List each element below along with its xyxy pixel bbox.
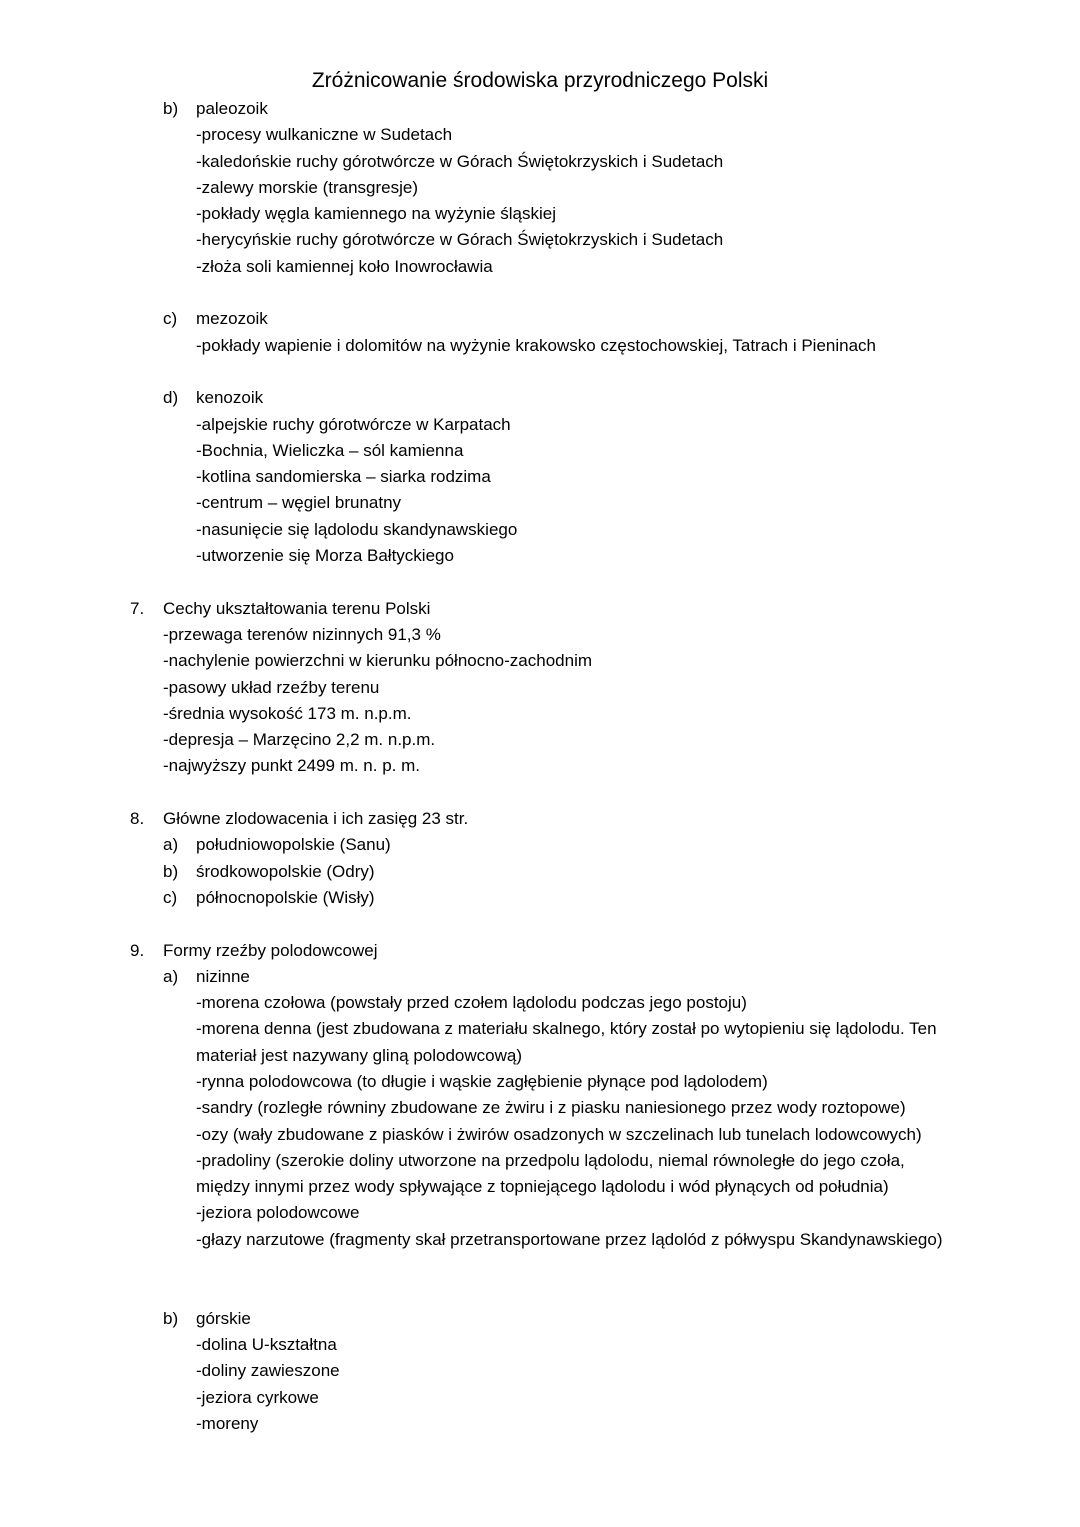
list-item: -jeziora cyrkowe (196, 1387, 319, 1407)
question-number: 7. (130, 598, 145, 618)
question-9-heading (0, 938, 1080, 964)
list-marker: a) (163, 835, 179, 855)
list-item: -kaledońskie ruchy górotwórcze w Górach Świętokrzyskich i Sudetach (196, 151, 724, 171)
list-item: -nachylenie powierzchni w kierunku północno-zachodnim (163, 651, 593, 671)
section-heading: paleozoik (196, 99, 268, 118)
document-body (0, 96, 1080, 1437)
question-8-heading (0, 806, 1080, 832)
section-kenozoik-heading (0, 385, 1080, 411)
question-heading: Główne zlodowacenia i ich zasięg 23 str. (163, 809, 469, 829)
list-item: -złoża soli kamiennej koło Inowrocławia (196, 256, 493, 276)
subsection-nizinne-heading (0, 964, 1080, 990)
question-number: 9. (130, 940, 145, 960)
list-item: -nasunięcie się lądolodu skandynawskiego (196, 519, 518, 539)
subsection-heading: górskie (196, 1308, 251, 1328)
list-item: -moreny (196, 1413, 259, 1433)
list-item: -pasowy układ rzeźby terenu (163, 677, 380, 697)
list-item: -morena denna (jest zbudowana z materiału skalnego, który został po wytopieniu się lądolodu. Ten (196, 1019, 937, 1039)
section-paleozoik-heading (0, 96, 1080, 122)
list-item: -procesy wulkaniczne w Sudetach (196, 125, 453, 145)
section-heading: mezozoik (196, 309, 268, 329)
page-title: Zróżnicowanie środowiska przyrodniczego Polski (311, 69, 769, 92)
list-item: -głazy narzutowe (fragmenty skał przetransportowane przez lądolód z półwyspu Skandynawskiego) (196, 1229, 943, 1249)
list-item: -utworzenie się Morza Bałtyckiego (196, 546, 454, 566)
list-marker: a) (163, 966, 179, 986)
list-item: -alpejskie ruchy górotwórcze w Karpatach (196, 414, 511, 434)
list-item: -średnia wysokość 173 m. n.p.m. (163, 703, 412, 723)
list-item: -morena czołowa (powstały przed czołem lądolodu podczas jego postoju) (196, 993, 747, 1013)
list-item: -centrum – węgiel brunatny (196, 493, 402, 513)
subsection-gorskie-heading (0, 1306, 1080, 1332)
list-item: -przewaga terenów nizinnych 91,3 % (163, 624, 441, 644)
list-item: b) środkowopolskie (Odry) (0, 859, 1080, 885)
list-item-continuation: między innymi przez wody spływające z topniejącego lądolodu i wód płynących od południa) (196, 1177, 889, 1197)
question-7-heading (0, 596, 1080, 622)
list-item: -doliny zawieszone (196, 1361, 340, 1381)
question-number: 8. (130, 809, 145, 829)
list-item: -rynna polodowcowa (to długie i wąskie zagłębienie płynące pod lądolodem) (196, 1071, 768, 1091)
list-item: -zalewy morskie (transgresje) (196, 177, 418, 197)
list-item-continuation: materiał jest nazywany gliną polodowcową) (196, 1045, 522, 1065)
list-marker: d) (163, 388, 179, 408)
list-marker: b) (163, 861, 179, 881)
section-heading: kenozoik (196, 388, 264, 408)
list-item: -herycyńskie ruchy górotwórcze w Górach Świętokrzyskich i Sudetach (196, 230, 724, 250)
list-item: -pradoliny (szerokie doliny utworzone na przedpolu lądolodu, niemal równoległe do jego czoła, (196, 1150, 905, 1170)
list-item: -sandry (rozległe równiny zbudowane ze żwiru i z piasku naniesionego przez wody roztopowe) (196, 1098, 906, 1118)
list-item: -ozy (wały zbudowane z piasków i żwirów osadzonych w szczelinach lub tunelach lodowcowych) (196, 1124, 922, 1144)
question-heading: Cechy ukształtowania terenu Polski (163, 598, 431, 618)
list-item: -jeziora polodowcowe (196, 1203, 360, 1223)
question-heading: Formy rzeźby polodowcowej (163, 940, 378, 960)
list-marker: b) (163, 1308, 179, 1328)
list-item: -kotlina sandomierska – siarka rodzima (196, 467, 491, 487)
list-marker: b) (163, 99, 179, 118)
list-marker: c) (163, 309, 178, 329)
list-item: -pokłady wapienie i dolomitów na wyżynie krakowsko częstochowskiej, Tatrach i Pieninach (196, 335, 877, 355)
list-item: -pokłady węgla kamiennego na wyżynie śląskiej (196, 204, 557, 224)
list-marker: c) (163, 887, 178, 907)
subsection-heading: nizinne (196, 966, 250, 986)
list-item: -najwyższy punkt 2499 m. n. p. m. (163, 756, 420, 776)
list-item: -depresja – Marzęcino 2,2 m. n.p.m. (163, 730, 436, 750)
list-item: c) północnopolskie (Wisły) (0, 885, 1080, 911)
section-mezozoik-heading (0, 306, 1080, 332)
list-item: -dolina U-kształtna (196, 1334, 337, 1354)
list-item: -Bochnia, Wieliczka – sól kamienna (196, 440, 464, 460)
list-item: a) południowopolskie (Sanu) (0, 832, 1080, 858)
